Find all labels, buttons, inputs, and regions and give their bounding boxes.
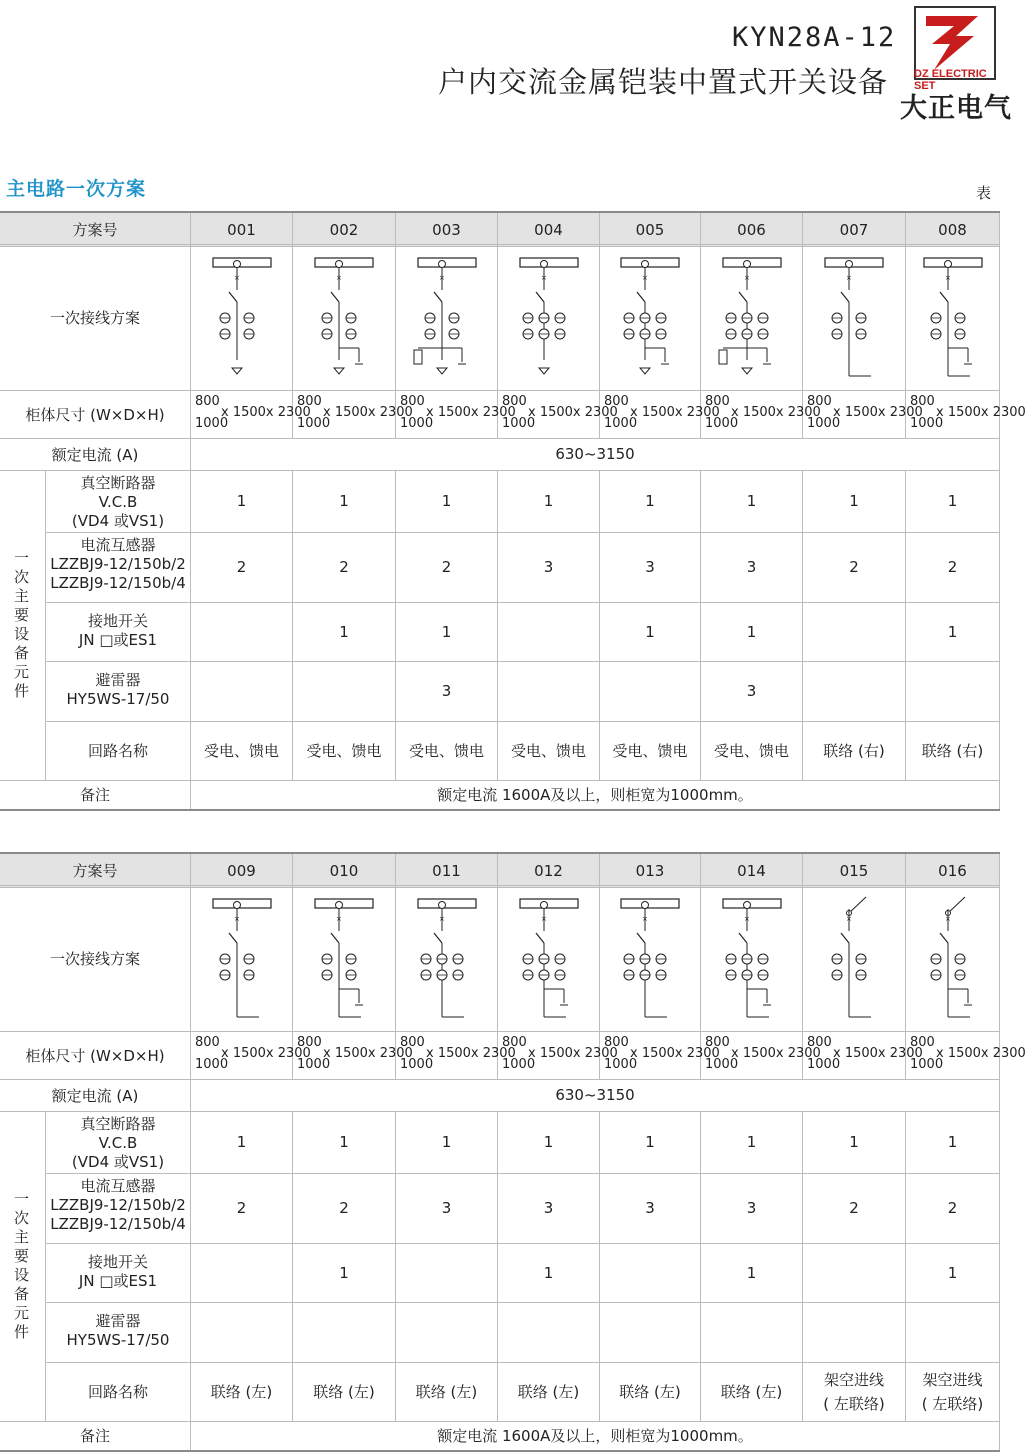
scheme-no-label: 方案号: [0, 213, 191, 246]
width-option-800: 800: [604, 394, 629, 409]
size-cell: [906, 1031, 1026, 1079]
single-line-diagram: [301, 250, 387, 384]
arrester-row: [46, 1302, 1000, 1362]
width-option-1000: 1000: [502, 416, 536, 431]
width-option-1000: 1000: [195, 416, 229, 431]
earthing-switch-row: [46, 1243, 1000, 1302]
width-option-800: 800: [807, 1035, 832, 1050]
circuit-name: 联络 (左): [498, 1362, 600, 1421]
es-qty: [191, 1243, 293, 1302]
la-code: HY5WS-17/50: [66, 690, 170, 708]
table-rule: [0, 438, 1000, 439]
vcb-qty: 1: [498, 470, 600, 532]
circuit-name: 受电、馈电: [191, 721, 293, 780]
table-rule: [0, 1111, 1000, 1112]
current-label: 额定电流 (A): [0, 1079, 191, 1111]
width-option-800: 800: [705, 1035, 730, 1050]
arrester-row: [46, 661, 1000, 721]
ct-name: 电流互感器: [80, 536, 156, 554]
vcb-qty: 1: [396, 470, 498, 532]
depth-height: x 1500x 2300: [936, 405, 1026, 420]
scheme-header-row: [0, 211, 1000, 247]
circuit-name: 联络 (左): [191, 1362, 293, 1421]
es-name: 接地开关: [87, 1253, 148, 1271]
size-cell: [803, 390, 923, 438]
single-line-diagram: [607, 891, 693, 1025]
current-row: [0, 1079, 1000, 1111]
la-qty: [191, 1302, 293, 1362]
width-option-1000: 1000: [604, 416, 638, 431]
wiring-label: 一次接线方案: [0, 244, 191, 390]
es-name: 接地开关: [87, 612, 148, 630]
single-line-diagram: [199, 250, 285, 384]
vcb-name: 真空断路器: [80, 474, 156, 492]
single-line-diagram: [910, 891, 996, 1025]
single-line-diagram: [811, 891, 897, 1025]
ct-code-2: LZZBJ9-12/150b/4: [50, 574, 186, 592]
width-option-800: 800: [604, 1035, 629, 1050]
scheme-header-row: [0, 852, 1000, 888]
depth-height: x 1500x 2300: [323, 405, 413, 420]
single-line-diagram: [910, 250, 996, 384]
la-name: 避雷器: [95, 1312, 141, 1330]
circuit-row: [46, 721, 1000, 780]
wiring-diagram-cell: [396, 244, 498, 390]
table-rule: [0, 1421, 1000, 1422]
wiring-diagram-cell: [498, 244, 600, 390]
wiring-row: [0, 885, 1000, 1031]
width-option-1000: 1000: [400, 416, 434, 431]
wiring-diagram-cell: [906, 885, 1000, 1031]
es-qty: 1: [293, 602, 396, 661]
wiring-diagram-cell: [191, 885, 293, 1031]
table-bottom-rule: [0, 809, 1000, 811]
scheme-no-cell: 016: [906, 854, 1000, 887]
width-option-1000: 1000: [910, 416, 944, 431]
page-title: 户内交流金属铠装中置式开关设备: [438, 65, 889, 99]
ct-row: [46, 532, 1000, 602]
depth-height: x 1500x 2300: [936, 1046, 1026, 1061]
es-qty: [803, 602, 906, 661]
la-code: HY5WS-17/50: [66, 1331, 170, 1349]
single-line-diagram: [506, 250, 592, 384]
wiring-diagram-cell: [600, 885, 701, 1031]
circuit-name: 受电、馈电: [600, 721, 701, 780]
svg-text:×: ×: [743, 915, 750, 923]
es-qty: 1: [906, 1243, 1000, 1302]
ct-qty: 2: [803, 1173, 906, 1243]
wiring-diagram-cell: [293, 244, 396, 390]
la-qty: [600, 661, 701, 721]
ct-qty: 3: [600, 532, 701, 602]
table-rule: [0, 244, 1000, 245]
es-qty: [396, 1243, 498, 1302]
svg-text:×: ×: [438, 915, 445, 923]
la-qty: [803, 1302, 906, 1362]
ct-qty: 2: [293, 1173, 396, 1243]
es-qty: 1: [701, 602, 803, 661]
size-cell: [191, 390, 311, 438]
size-label: 柜体尺寸 (W×D×H): [0, 1031, 191, 1079]
size-cell: [701, 1031, 821, 1079]
vcb-qty: 1: [191, 1111, 293, 1173]
remark-label: 备注: [0, 780, 191, 809]
depth-height: x 1500x 2300: [630, 405, 720, 420]
table-rule: [0, 470, 1000, 471]
scheme-no-cell: 004: [498, 213, 600, 246]
circuit-name: 受电、馈电: [498, 721, 600, 780]
vcb-qty: 1: [600, 470, 701, 532]
ct-name: 电流互感器: [80, 1177, 156, 1195]
scheme-no-cell: 012: [498, 854, 600, 887]
scheme-no-cell: 007: [803, 213, 906, 246]
width-option-1000: 1000: [297, 416, 331, 431]
vcb-qty: 1: [600, 1111, 701, 1173]
width-option-1000: 1000: [297, 1057, 331, 1072]
scheme-no-cell: 009: [191, 854, 293, 887]
circuit-label: 回路名称: [46, 721, 191, 780]
scheme-no-cell: 014: [701, 854, 803, 887]
vcb-code: V.C.B: [98, 1134, 138, 1152]
circuit-name: 受电、馈电: [701, 721, 803, 780]
logo-text: DZ ELECTRIC SET: [914, 68, 987, 92]
depth-height: x 1500x 2300: [833, 1046, 923, 1061]
width-option-1000: 1000: [910, 1057, 944, 1072]
ct-qty: 2: [396, 532, 498, 602]
svg-text:×: ×: [540, 274, 547, 282]
size-cell: [396, 1031, 516, 1079]
scheme-no-cell: 010: [293, 854, 396, 887]
scheme-no-cell: 013: [600, 854, 701, 887]
table-rule: [46, 1302, 1000, 1303]
wiring-diagram-cell: [600, 244, 701, 390]
es-qty: 1: [498, 1243, 600, 1302]
vcb-code: V.C.B: [98, 493, 138, 511]
width-option-800: 800: [502, 394, 527, 409]
width-option-800: 800: [400, 394, 425, 409]
circuit-label: 回路名称: [46, 1362, 191, 1421]
la-qty: [191, 661, 293, 721]
wiring-diagram-cell: [803, 885, 906, 1031]
vcb-qty: 1: [803, 470, 906, 532]
model-code: KYN28A-12: [732, 22, 897, 53]
ct-qty: 3: [498, 532, 600, 602]
vcb-qty: 1: [701, 470, 803, 532]
depth-height: x 1500x 2300: [630, 1046, 720, 1061]
ct-code-2: LZZBJ9-12/150b/4: [50, 1215, 186, 1233]
single-line-diagram: [709, 891, 795, 1025]
table-rule: [0, 885, 1000, 886]
ct-qty: 3: [701, 1173, 803, 1243]
size-cell: [498, 1031, 618, 1079]
table-rule: [46, 1243, 1000, 1244]
table-rule: [0, 780, 1000, 781]
es-qty: 1: [293, 1243, 396, 1302]
remark-text: 额定电流 1600A及以上，则柜宽为1000mm。: [191, 1421, 1000, 1450]
ct-qty: 3: [600, 1173, 701, 1243]
vcb-label: [46, 470, 191, 532]
wiring-diagram-cell: [191, 244, 293, 390]
wiring-label: 一次接线方案: [0, 885, 191, 1031]
es-qty: [498, 602, 600, 661]
size-cell: [803, 1031, 923, 1079]
table-rule: [46, 602, 1000, 603]
la-qty: 3: [396, 661, 498, 721]
single-line-diagram: [811, 250, 897, 384]
depth-height: x 1500x 2300: [221, 405, 311, 420]
la-qty: 3: [701, 661, 803, 721]
depth-height: x 1500x 2300: [426, 1046, 516, 1061]
size-cell: [293, 390, 413, 438]
wiring-diagram-cell: [906, 244, 1000, 390]
scheme-no-cell: 011: [396, 854, 498, 887]
ct-code-1: LZZBJ9-12/150b/2: [50, 555, 186, 573]
size-cell: [701, 390, 821, 438]
current-row: [0, 438, 1000, 470]
table-rule: [46, 721, 1000, 722]
es-qty: 1: [701, 1243, 803, 1302]
vcb-qty: 1: [803, 1111, 906, 1173]
ct-qty: 2: [191, 1173, 293, 1243]
depth-height: x 1500x 2300: [731, 405, 821, 420]
remark-row: [0, 1421, 1000, 1450]
width-option-800: 800: [297, 1035, 322, 1050]
width-option-1000: 1000: [705, 1057, 739, 1072]
depth-height: x 1500x 2300: [528, 405, 618, 420]
svg-text:×: ×: [642, 915, 648, 923]
width-option-800: 800: [910, 1035, 935, 1050]
size-cell: [396, 390, 516, 438]
section-title: 主电路一次方案: [6, 178, 147, 200]
single-line-diagram: [199, 891, 285, 1025]
la-qty: [701, 1302, 803, 1362]
scheme-no-cell: 008: [906, 213, 1000, 246]
la-qty: [396, 1302, 498, 1362]
scheme-no-cell: 005: [600, 213, 701, 246]
size-cell: [498, 390, 618, 438]
size-cell: [600, 1031, 720, 1079]
width-option-800: 800: [195, 1035, 220, 1050]
table-rule: [0, 1031, 1000, 1032]
size-label: 柜体尺寸 (W×D×H): [0, 390, 191, 438]
ct-qty: 2: [293, 532, 396, 602]
la-label: [46, 661, 191, 721]
size-cell: [293, 1031, 413, 1079]
single-line-diagram: [301, 891, 387, 1025]
wiring-diagram-cell: [396, 885, 498, 1031]
scheme-no-cell: 002: [293, 213, 396, 246]
vcb-qty: 1: [396, 1111, 498, 1173]
table-rule: [46, 1362, 1000, 1363]
width-option-1000: 1000: [705, 416, 739, 431]
vcb-qty: 1: [906, 470, 1000, 532]
es-label: [46, 602, 191, 661]
current-label: 额定电流 (A): [0, 438, 191, 470]
ct-row: [46, 1173, 1000, 1243]
width-option-800: 800: [705, 394, 730, 409]
es-code: JN □或ES1: [78, 1272, 158, 1290]
svg-text:×: ×: [540, 915, 547, 923]
vcb-label: [46, 1111, 191, 1173]
ct-qty: 3: [396, 1173, 498, 1243]
ct-qty: 2: [906, 532, 1000, 602]
ct-qty: 2: [803, 532, 906, 602]
svg-text:×: ×: [336, 915, 342, 923]
wiring-diagram-cell: [701, 244, 803, 390]
single-line-diagram: [404, 891, 490, 1025]
wiring-diagram-cell: [701, 885, 803, 1031]
ct-label: [46, 1173, 191, 1243]
logo-chinese-name: 大正电气: [900, 93, 1012, 124]
ct-qty: 3: [498, 1173, 600, 1243]
circuit-name: 联络 (左): [293, 1362, 396, 1421]
remark-text: 额定电流 1600A及以上，则柜宽为1000mm。: [191, 780, 1000, 809]
la-qty: [906, 1302, 1000, 1362]
circuit-name: 联络 (右): [803, 721, 906, 780]
ct-qty: 3: [701, 532, 803, 602]
circuit-name: 联络 (左): [600, 1362, 701, 1421]
vcb-model: (VD4 或VS1): [71, 512, 165, 530]
es-qty: 1: [396, 602, 498, 661]
table-rule: [46, 532, 1000, 533]
la-qty: [498, 1302, 600, 1362]
table-rule: [46, 1173, 1000, 1174]
la-label: [46, 1302, 191, 1362]
ct-qty: 2: [191, 532, 293, 602]
size-cell: [906, 390, 1026, 438]
svg-text:×: ×: [846, 274, 852, 282]
vcb-qty: 1: [293, 470, 396, 532]
la-name: 避雷器: [95, 671, 141, 689]
width-option-800: 800: [807, 394, 832, 409]
es-qty: 1: [906, 602, 1000, 661]
depth-height: x 1500x 2300: [323, 1046, 413, 1061]
svg-text:×: ×: [233, 915, 240, 923]
width-option-800: 800: [502, 1035, 527, 1050]
remark-row: [0, 780, 1000, 809]
es-code: JN □或ES1: [78, 631, 158, 649]
la-qty: [498, 661, 600, 721]
size-cell: [191, 1031, 311, 1079]
scheme-no-cell: 003: [396, 213, 498, 246]
depth-height: x 1500x 2300: [731, 1046, 821, 1061]
vcb-name: 真空断路器: [80, 1115, 156, 1133]
vcb-qty: 1: [498, 1111, 600, 1173]
circuit-name: 联络 (右): [906, 721, 1000, 780]
la-qty: [600, 1302, 701, 1362]
table-rule: [0, 390, 1000, 391]
table-ref: 表: [976, 184, 992, 202]
single-line-diagram: [709, 250, 795, 384]
circuit-name: 架空进线 ( 左联络): [803, 1362, 906, 1421]
svg-text:×: ×: [642, 274, 648, 282]
scheme-no-label: 方案号: [0, 854, 191, 887]
circuit-name: 受电、馈电: [396, 721, 498, 780]
scheme-no-cell: 015: [803, 854, 906, 887]
vcb-qty: 1: [701, 1111, 803, 1173]
remark-label: 备注: [0, 1421, 191, 1450]
es-label: [46, 1243, 191, 1302]
ct-qty: 2: [906, 1173, 1000, 1243]
ct-code-1: LZZBJ9-12/150b/2: [50, 1196, 186, 1214]
single-line-diagram: [607, 250, 693, 384]
la-qty: [293, 1302, 396, 1362]
vcb-qty: 1: [906, 1111, 1000, 1173]
scheme-no-cell: 001: [191, 213, 293, 246]
svg-text:×: ×: [438, 274, 445, 282]
width-option-800: 800: [910, 394, 935, 409]
vcb-qty: 1: [293, 1111, 396, 1173]
size-cell: [600, 390, 720, 438]
vcb-qty: 1: [191, 470, 293, 532]
circuit-row: [46, 1362, 1000, 1421]
wiring-diagram-cell: [293, 885, 396, 1031]
equipment-group-label: 一次主要设备元件: [0, 1111, 46, 1421]
es-qty: [600, 1243, 701, 1302]
width-option-800: 800: [400, 1035, 425, 1050]
wiring-row: [0, 244, 1000, 390]
svg-text:×: ×: [944, 915, 951, 923]
circuit-name: 受电、馈电: [293, 721, 396, 780]
depth-height: x 1500x 2300: [833, 405, 923, 420]
current-range: 630~3150: [191, 1079, 1000, 1111]
size-row: [0, 1031, 1026, 1079]
single-line-diagram: [404, 250, 490, 384]
circuit-name: 联络 (左): [396, 1362, 498, 1421]
svg-text:×: ×: [743, 274, 750, 282]
la-qty: [803, 661, 906, 721]
width-option-1000: 1000: [195, 1057, 229, 1072]
la-qty: [906, 661, 1000, 721]
table-rule: [46, 661, 1000, 662]
vcb-row: [46, 1111, 1000, 1173]
circuit-name: 联络 (左): [701, 1362, 803, 1421]
single-line-diagram: [506, 891, 592, 1025]
ct-label: [46, 532, 191, 602]
circuit-name: 架空进线 ( 左联络): [906, 1362, 1000, 1421]
depth-height: x 1500x 2300: [221, 1046, 311, 1061]
svg-text:×: ×: [944, 274, 951, 282]
depth-height: x 1500x 2300: [426, 405, 516, 420]
scheme-no-cell: 006: [701, 213, 803, 246]
es-qty: [191, 602, 293, 661]
es-qty: 1: [600, 602, 701, 661]
svg-text:×: ×: [233, 274, 240, 282]
width-option-1000: 1000: [400, 1057, 434, 1072]
la-qty: [293, 661, 396, 721]
vcb-row: [46, 470, 1000, 532]
earthing-switch-row: [46, 602, 1000, 661]
width-option-1000: 1000: [807, 416, 841, 431]
table-rule: [0, 1079, 1000, 1080]
equipment-group-label: 一次主要设备元件: [0, 470, 46, 780]
es-qty: [803, 1243, 906, 1302]
width-option-1000: 1000: [604, 1057, 638, 1072]
wiring-diagram-cell: [498, 885, 600, 1031]
width-option-800: 800: [297, 394, 322, 409]
depth-height: x 1500x 2300: [528, 1046, 618, 1061]
wiring-diagram-cell: [803, 244, 906, 390]
current-range: 630~3150: [191, 438, 1000, 470]
width-option-800: 800: [195, 394, 220, 409]
svg-text:×: ×: [846, 915, 852, 923]
size-row: [0, 390, 1026, 438]
width-option-1000: 1000: [502, 1057, 536, 1072]
width-option-1000: 1000: [807, 1057, 841, 1072]
svg-text:×: ×: [336, 274, 342, 282]
vcb-model: (VD4 或VS1): [71, 1153, 165, 1171]
